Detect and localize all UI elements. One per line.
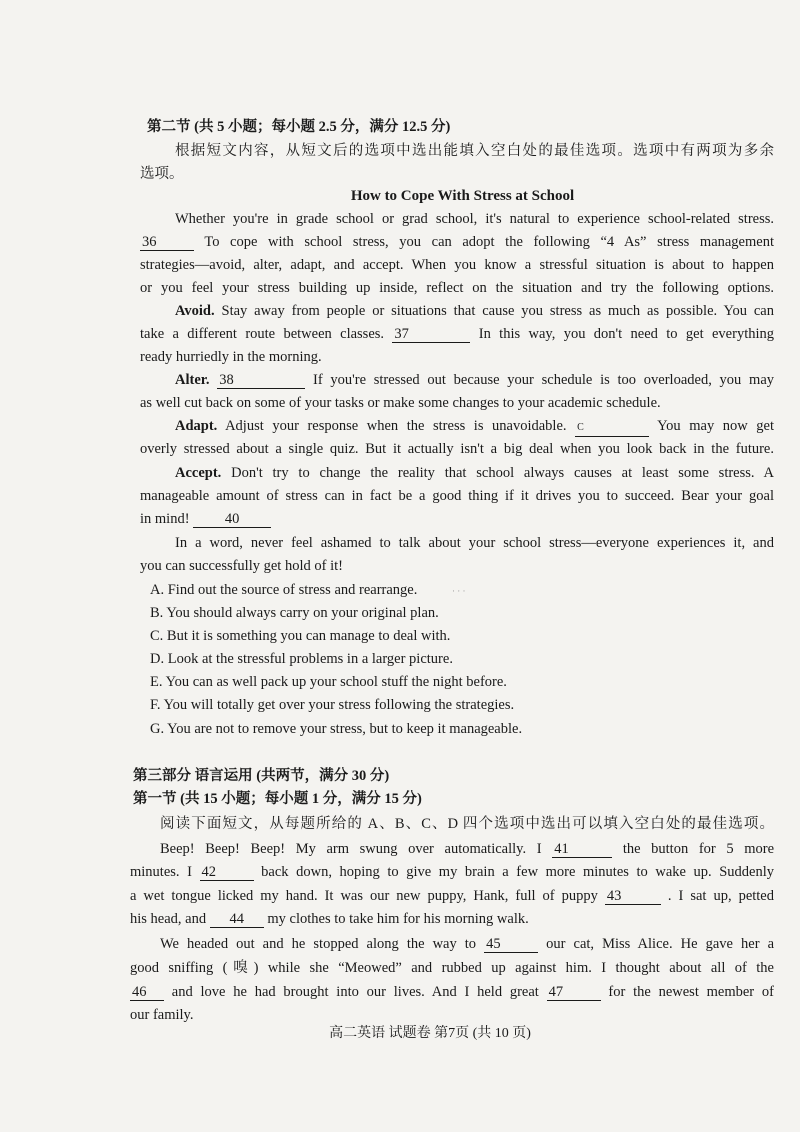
subsection-header: 第一节 (共 15 小题；每小题 1 分，满分 15 分) — [133, 791, 422, 807]
answer-blank-36[interactable]: 36 — [140, 234, 194, 251]
passage-text: take a different route between classes. — [140, 326, 385, 342]
answer-blank-38[interactable]: 38 — [217, 372, 305, 389]
strategy-label: Avoid. — [175, 303, 215, 319]
cloze-line — [130, 886, 774, 906]
answer-blank-46[interactable]: 46 — [130, 984, 164, 1001]
passage-text: Beep! Beep! Beep! My arm swung over automatically. I — [160, 841, 542, 857]
passage-text: back down, hoping to give my brain a few more minutes to wake up. Suddenly — [261, 864, 775, 880]
answer-blank-39[interactable]: C — [575, 420, 649, 437]
passage-line — [140, 324, 774, 344]
passage-text: In this way, you don't need to get everything — [478, 326, 774, 342]
answer-blank-44[interactable]: 44 — [210, 911, 264, 928]
passage-line: ready hurriedly in the morning. — [140, 349, 322, 365]
option-item: G. You are not to remove your stress, but to keep it manageable. — [150, 721, 523, 737]
passage-text: my clothes to take him for his morning walk. — [267, 911, 529, 927]
answer-blank-37[interactable]: 37 — [392, 326, 470, 343]
passage-line — [175, 301, 774, 321]
passage-line: or you feel your stress building up inside, reflect on the situation and try the following options. — [140, 280, 774, 296]
passage-line — [175, 416, 774, 437]
cloze-line: good sniffing (嗅) while she “Meowed” and rubbed up against him. I thought about all of the — [130, 960, 774, 976]
passage-text: minutes. I — [130, 864, 192, 880]
instruction-line: 阅读下面短文，从每题所给的 A、B、C、D 四个选项中选出可以填入空白处的最佳选项。 — [160, 816, 774, 832]
strategy-label: Accept. — [175, 465, 222, 481]
answer-blank-41[interactable]: 41 — [552, 841, 612, 858]
passage-text: for the newest member of — [608, 984, 774, 1000]
strategy-label: Adapt. — [175, 418, 218, 434]
passage-text: the button for 5 more — [622, 841, 775, 857]
passage-line: as well cut back on some of your tasks or make some changes to your academic schedule. — [140, 395, 661, 411]
passage-line: manageable amount of stress can in fact be a good thing if it drives you to succeed. Bear your goal — [140, 488, 774, 504]
passage-text: To cope with school stress, you can adopt the following “4 As” stress management — [204, 234, 774, 250]
option-item: A. Find out the source of stress and rearrange. — [150, 582, 418, 598]
instruction-line: 选项。 — [140, 166, 184, 182]
cloze-line — [130, 909, 529, 929]
passage-text: his head, and — [130, 911, 207, 927]
cloze-line — [130, 862, 774, 882]
cloze-line: our family. — [130, 1007, 194, 1023]
passage-text: a wet tongue licked my hand. It was our new puppy, Hank, full of puppy — [130, 888, 598, 904]
passage-text: We headed out and he stopped along the way to — [160, 936, 477, 952]
option-item: B. You should always carry on your original plan. — [150, 605, 439, 621]
passage-line: you can successfully get hold of it! — [140, 558, 343, 574]
passage-text: Stay away from people or situations that cause you stress as much as possible. You can — [221, 303, 774, 319]
section-header: 第二节 (共 5 小题；每小题 2.5 分，满分 12.5 分) — [147, 119, 451, 135]
answer-blank-42[interactable]: 42 — [200, 864, 254, 881]
option-item: C. But it is something you can manage to deal with. — [150, 628, 451, 644]
passage-text: in mind! — [140, 511, 190, 527]
passage-line: strategies—avoid, alter, adapt, and accept. When you know a stressful situation is about to happen — [140, 257, 774, 273]
answer-blank-45[interactable]: 45 — [484, 936, 538, 953]
strategy-label: Alter. — [175, 372, 210, 388]
passage-line — [175, 463, 774, 483]
answer-blank-47[interactable]: 47 — [547, 984, 601, 1001]
passage-text: and love he had brought into our lives. And I held great — [171, 984, 539, 1000]
passage-line: overly stressed about a single quiz. But it actually isn't a big deal when you look back in the future. — [140, 441, 774, 457]
instruction-line: 根据短文内容，从短文后的选项中选出能填入空白处的最佳选项。选项中有两项为多余 — [175, 143, 774, 159]
option-item: F. You will totally get over your stress following the strategies. — [150, 697, 515, 713]
cloze-line — [160, 934, 774, 954]
passage-title: How to Cope With Stress at School — [350, 188, 575, 204]
answer-blank-43[interactable]: 43 — [605, 888, 661, 905]
passage-line — [175, 370, 774, 390]
passage-text: our cat, Miss Alice. He gave her a — [546, 936, 774, 952]
part-header: 第三部分 语言运用 (共两节，满分 30 分) — [133, 768, 390, 784]
cloze-line — [160, 839, 774, 859]
passage-line — [140, 232, 774, 252]
passage-text: Don't try to change the reality that school always causes at least some stress. A — [231, 465, 774, 481]
passage-text: You may now get — [657, 418, 775, 434]
passage-line: Whether you're in grade school or grad school, it's natural to experience school-related stress. — [175, 211, 774, 227]
passage-line: In a word, never feel ashamed to talk about your school stress—everyone experiences it, and — [175, 535, 774, 551]
answer-blank-40[interactable]: 40 — [193, 511, 271, 528]
passage-text: If you're stressed out because your schedule is too overloaded, you may — [313, 372, 775, 388]
option-item: E. You can as well pack up your school stuff the night before. — [150, 674, 507, 690]
passage-text: . I sat up, petted — [667, 888, 774, 904]
page-footer: 高二英语 试题卷 第7页 (共 10 页) — [329, 1026, 531, 1041]
passage-text: Adjust your response when the stress is unavoidable. — [225, 418, 567, 434]
scan-artifact: · · · — [452, 586, 466, 596]
cloze-line — [130, 982, 774, 1002]
passage-line — [140, 509, 271, 529]
option-item: D. Look at the stressful problems in a larger picture. — [150, 651, 453, 667]
